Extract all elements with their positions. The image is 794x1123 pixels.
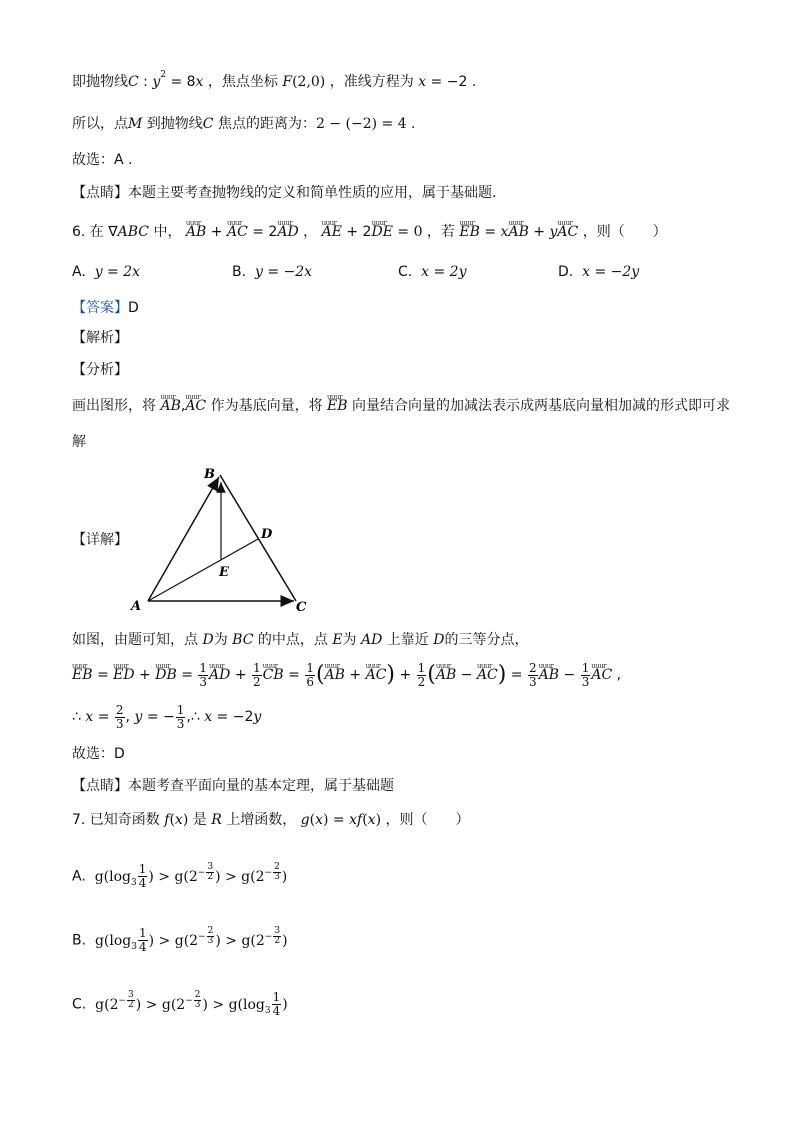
comment-tag: 【点睛】 <box>72 778 128 794</box>
q6-comment <box>72 776 394 796</box>
q6-detail-line3: ∴ x = $\frac{2}{3}$ , y = − $\frac{1}{3}$ ,∴ x = −2y <box>72 702 262 731</box>
label-a: A <box>131 599 142 614</box>
segment-ab <box>148 477 219 601</box>
answer-tag: 【答案】 <box>72 300 128 316</box>
q6-option-b: B. y = −2x <box>232 264 313 280</box>
sec5-comment <box>72 183 496 203</box>
comment-text: 本题考查平面向量的基本定理，属于基础题 <box>128 778 394 794</box>
q6-option-c: C. x = 2y <box>398 264 467 280</box>
q7-stem: 7. 已知奇函数 f(x) 是 R 上增函数， g(x) = xf(x) ，则（ ） <box>72 812 470 828</box>
label-e: E <box>219 565 229 580</box>
q6-stem: 6. 在 ∇ABC 中， uuur AB + uuur AC = 2uuur AD ， uuur AE + 2uuur DE = 0 ，若 uuur EB = xuuur AB + yuuur AC ，则（ ） <box>72 222 667 242</box>
q6-option-a: A. y = 2x <box>72 264 141 280</box>
q6-option-d: D. x = −2y <box>558 264 640 280</box>
q6-detail-tag: 【详解】 <box>72 532 128 548</box>
comment-tag: 【点睛】 <box>72 185 128 201</box>
q7-option-c: C. $g(2^{- \frac{3}{2}}$ ) > $g(2^{- \frac{2}{3}}$ ) > $g(\log_3$ $\frac{1}{4}$ ) <box>72 990 288 1019</box>
q6-fenxi-line2: 解 <box>72 434 86 450</box>
answer-value: D <box>128 300 139 316</box>
label-b: B <box>204 467 215 482</box>
sec5-line1: 即抛物线C : $y^2 = 8x$ ，焦点坐标 F(2,0) ，准线方程为 x = −2 . <box>72 70 477 90</box>
sec5-choose: 故选：A . <box>72 152 133 168</box>
q6-fenxi-tag: 【分析】 <box>72 362 128 378</box>
q6-detail-eq: uuur EB = uuur ED + uuur DB = $\frac{1}{3}$ uuur AD + $\frac{1}{2}$ uuur CB = $\frac{1}{6}$ (uuur AB + uuur AC) + $\frac{1}{2}$ (uuur AB − uuur AC) = $\frac{2}{3}$ uuur AB − $\frac{1}{3}$ uuur AC , <box>72 660 621 690</box>
label-c: C <box>296 600 307 615</box>
q6-detail-line1: 如图，由题可知，点 D为 BC 的中点，点 E为 AD 上靠近 D的三等分点， <box>72 632 529 648</box>
triangle-figure <box>126 460 326 620</box>
segment-bc <box>220 475 296 601</box>
q6-analysis-tag: 【解析】 <box>72 330 128 346</box>
q7-option-a: A. $g(\log_3$ $\frac{1}{4}$ ) > $g(2^{- \frac{3}{2}}$ ) > $g(2^{- \frac{2}{3}}$ ) <box>72 862 288 891</box>
q6-answer <box>72 298 139 318</box>
q6-choose: 故选：D <box>72 746 125 762</box>
q7-option-b: B. $g(\log_3$ $\frac{1}{4}$ ) > $g(2^{- \frac{2}{3}}$ ) > $g(2^{- \frac{3}{2}}$ ) <box>72 926 288 955</box>
comment-text: 本题主要考查抛物线的定义和简单性质的应用，属于基础题. <box>128 185 497 201</box>
q6-fenxi-line1: 画出图形，将 uuur AB,uuur AC 作为基底向量，将 uuur EB 向量结合向量的加减法表示成两基底向量相加减的形式即可求 <box>72 396 730 416</box>
segment-ad <box>148 539 258 601</box>
sec5-line2: 所以，点M 到抛物线C 焦点的距离为：2 − (−2) = 4 . <box>72 116 416 132</box>
label-d: D <box>261 527 273 542</box>
